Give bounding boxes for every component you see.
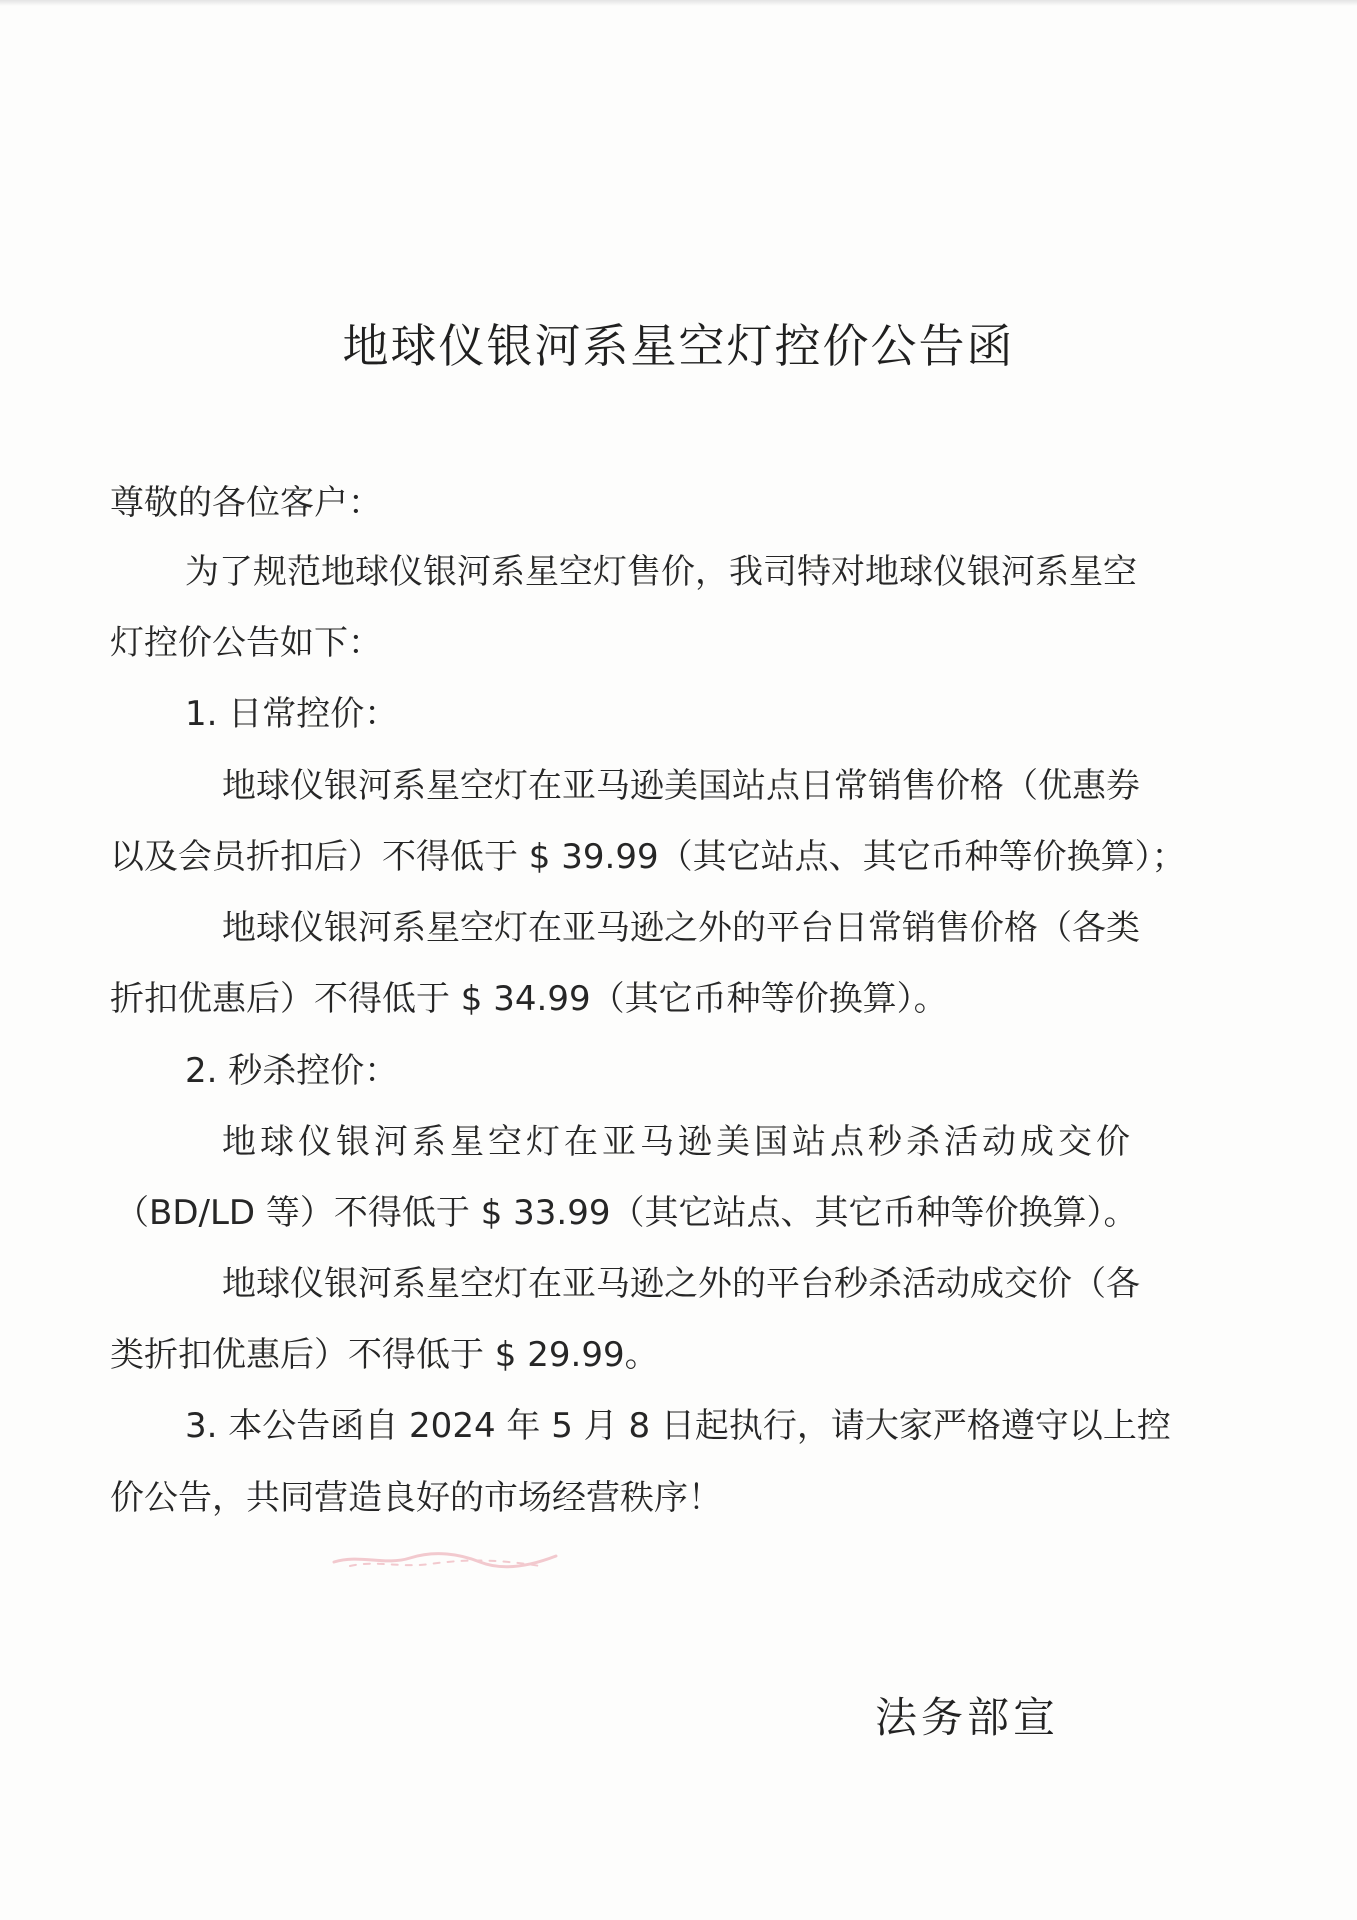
faint-stamp-trace <box>330 1548 560 1572</box>
section-heading-3: 3. 本公告函自 2024 年 5 月 8 日起执行，请大家严格遵守以上控 <box>185 1406 1171 1446</box>
salutation-line: 尊敬的各位客户： <box>110 483 382 523</box>
signature: 法务部宣 <box>875 1693 1060 1742</box>
body-line: 地球仪银河系星空灯在亚马逊美国站点日常销售价格（优惠券 <box>222 766 1140 806</box>
body-line: 地球仪银河系星空灯在亚马逊之外的平台秒杀活动成交价（各 <box>222 1264 1140 1304</box>
document-title: 地球仪银河系星空灯控价公告函 <box>342 319 1015 373</box>
body-line: 灯控价公告如下： <box>110 623 382 663</box>
body-line: （BD/LD 等）不得低于 $ 33.99（其它站点、其它币种等价换算）。 <box>115 1193 1138 1233</box>
body-line: 地球仪银河系星空灯在亚马逊美国站点秒杀活动成交价 <box>222 1122 1134 1162</box>
body-line: 以及会员折扣后）不得低于 $ 39.99（其它站点、其它币种等价换算）； <box>110 837 1186 877</box>
body-line: 价公告，共同营造良好的市场经营秩序！ <box>110 1478 722 1518</box>
section-heading-2: 2. 秒杀控价： <box>185 1051 399 1091</box>
scan-edge <box>0 0 1357 6</box>
body-line: 为了规范地球仪银河系星空灯售价，我司特对地球仪银河系星空 <box>185 552 1137 592</box>
body-line: 折扣优惠后）不得低于 $ 34.99（其它币种等价换算）。 <box>110 979 948 1019</box>
section-heading-1: 1. 日常控价： <box>185 694 399 734</box>
body-line: 类折扣优惠后）不得低于 $ 29.99。 <box>110 1335 659 1375</box>
body-line: 地球仪银河系星空灯在亚马逊之外的平台日常销售价格（各类 <box>222 908 1140 948</box>
